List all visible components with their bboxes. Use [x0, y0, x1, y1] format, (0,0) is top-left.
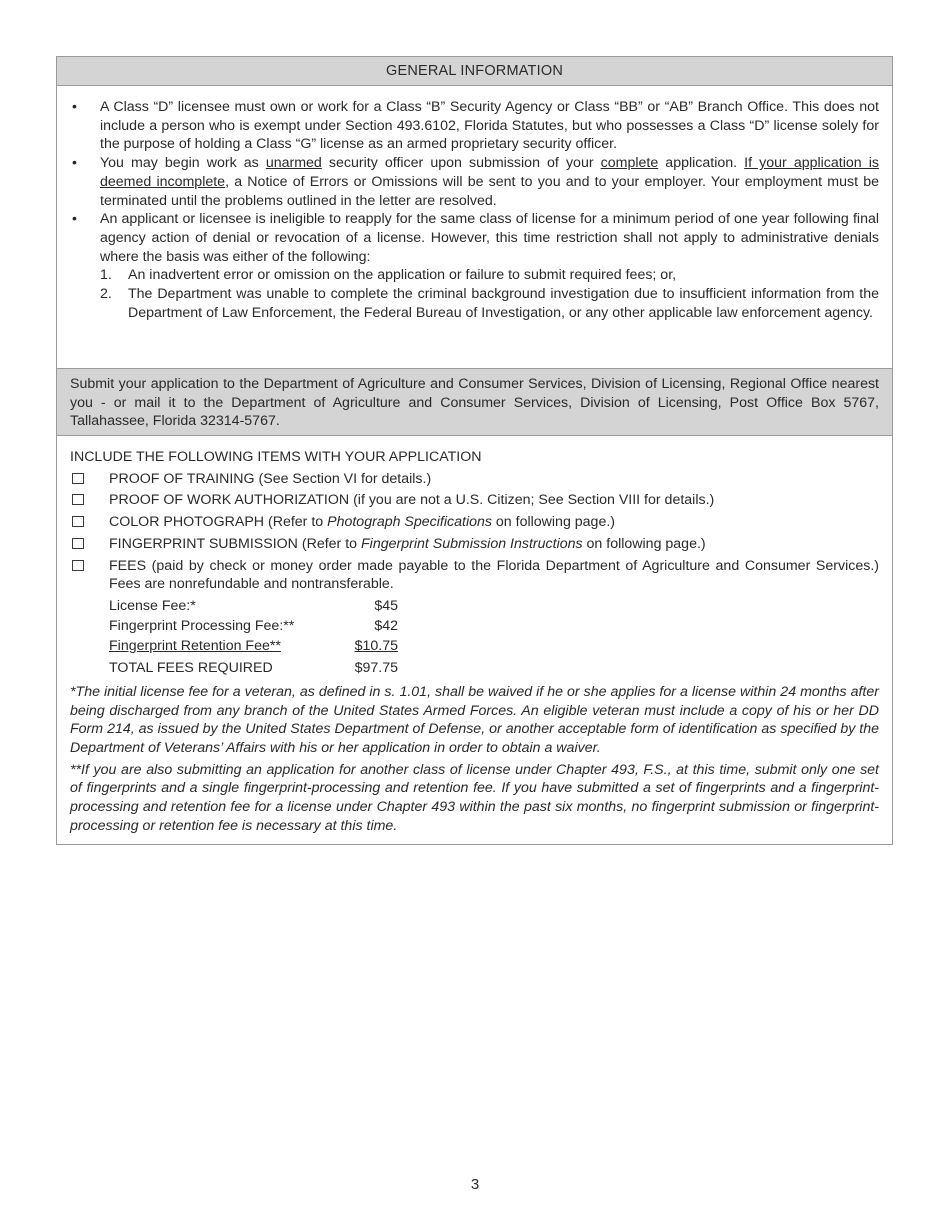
checkbox-icon[interactable] [72, 516, 84, 527]
fee-amount: $42 [374, 617, 398, 634]
checklist-item-fees [70, 557, 879, 594]
application-checklist [57, 436, 892, 836]
general-information-box [56, 56, 893, 845]
item-number: 1. [100, 267, 112, 284]
checklist-text: FEES (paid by check or money order made payable to the Florida Department of Agriculture and Consumer Services.) Fees are nonrefundable and nontransferable. [109, 557, 879, 593]
fee-amount: $97.75 [354, 659, 398, 676]
submit-instructions: Submit your application to the Department of Agriculture and Consumer Services, Division of Licensing, Regional Office nearest you - or mail it to the Department of Agriculture and Consumer Services, Division of Licensing, Post Office Box 5767, Tallahassee, Florida 32314-5767. [57, 368, 892, 436]
bullet-icon: • [72, 155, 77, 172]
checklist-text: COLOR PHOTOGRAPH (Refer to [109, 514, 328, 531]
fee-total-row [109, 658, 398, 678]
checklist-text: FINGERPRINT SUBMISSION (Refer to [109, 535, 362, 552]
checkbox-icon[interactable] [72, 538, 84, 549]
item-number: 2. [100, 286, 112, 303]
bullet-text: An applicant or licensee is ineligible to reapply for the same class of license for a minimum period of one year following final agency action of denial or revocation of a license. However, this time restriction shall not apply to administrative denials where the basis was either of the following: [100, 211, 879, 265]
bullet-item [70, 210, 879, 266]
checklist-item-work-authorization [70, 491, 879, 510]
fee-table [109, 596, 398, 678]
fingerprint-footnote: **If you are also submitting an application for another class of license under Chapter 493, F.S., at this time, submit only one set of fingerprints and a single fingerprint-processing and retention fee. If you have submitted a set of fingerprints and a fingerprint-processing and retention fee for a license under Chapter 493 within the past six months, no fingerprint submission or fingerprint-processing or retention fee is necessary at this time. [70, 761, 879, 834]
bullet-item [70, 154, 879, 210]
checkbox-icon[interactable] [72, 494, 84, 505]
bullet-item [70, 98, 879, 154]
fee-label: Fingerprint Retention Fee** [109, 637, 281, 654]
checklist-text: PROOF OF WORK AUTHORIZATION (if you are not a U.S. Citizen; See Section VIII for details.) [109, 492, 715, 509]
fee-amount: $10.75 [354, 637, 398, 654]
underlined-text: If your application is deemed incomplete [100, 155, 879, 190]
checklist-text: on following page.) [491, 514, 616, 531]
bullet-text: You may begin work as [100, 155, 266, 172]
checkbox-icon[interactable] [72, 560, 84, 571]
numbered-text: The Department was unable to complete the criminal background investigation due to insufficient information from the Department of Law Enforcement, the Federal Bureau of Investigation, or any other applicable law enforcement agency. [128, 286, 879, 321]
fee-label: TOTAL FEES REQUIRED [109, 659, 273, 676]
underlined-text: unarmed [265, 155, 322, 172]
checklist-item-photograph [70, 513, 879, 532]
italic-reference: Fingerprint Submission Instructions [361, 535, 583, 552]
fee-label: License Fee:* [109, 597, 196, 614]
veteran-footnote: *The initial license fee for a veteran, as defined in s. 1.01, shall be waived if he or she applies for a license within 24 months after being discharged from any branch of the United States Armed Forces. An eligible veteran must include a copy of his or her DD Form 214, as issued by the United States Department of Defense, or another acceptable form of identification as specified by the Department of Veterans’ Affairs with his or her application in order to obtain a waiver. [70, 683, 879, 757]
bullet-text: , a Notice of Errors or Omissions will be sent to you and to your employer. Your employment must be terminated until the problems outlined in the letter are resolved. [100, 173, 879, 209]
page-number: 3 [470, 1176, 480, 1193]
general-info-list [57, 86, 892, 368]
bullet-text: A Class “D” licensee must own or work for a Class “B” Security Agency or Class “BB” or “AB” Branch Office. This does not include a person who is exempt under Section 493.6102, Florida Statutes, but who possesses a Class “D” license solely for the purpose of holding a Class “G” license as an armed proprietary security officer. [100, 99, 879, 153]
fee-label: Fingerprint Processing Fee:** [109, 617, 295, 634]
numbered-item [70, 266, 879, 285]
underlined-text: complete [600, 155, 659, 172]
bullet-icon: • [72, 99, 77, 115]
bullet-text: security officer upon submission of your [321, 155, 601, 172]
checklist-item-fingerprint [70, 535, 879, 554]
checkbox-icon[interactable] [72, 473, 84, 484]
numbered-text: An inadvertent error or omission on the application or failure to submit required fees; or, [128, 267, 677, 284]
bullet-icon: • [72, 211, 77, 228]
checklist-text: on following page.) [582, 535, 706, 552]
checklist-title: INCLUDE THE FOLLOWING ITEMS WITH YOUR APPLICATION [70, 449, 482, 465]
numbered-item [70, 285, 879, 322]
checklist-text: PROOF OF TRAINING (See Section VI for details.) [109, 470, 432, 487]
checklist-item-training [70, 470, 879, 489]
fee-row [109, 616, 398, 636]
fee-row [109, 596, 398, 616]
section-header: GENERAL INFORMATION [57, 57, 892, 86]
fee-row [109, 636, 398, 656]
bullet-text: application. [658, 155, 745, 172]
italic-reference: Photograph Specifications [327, 514, 492, 531]
fee-amount: $45 [374, 597, 398, 614]
